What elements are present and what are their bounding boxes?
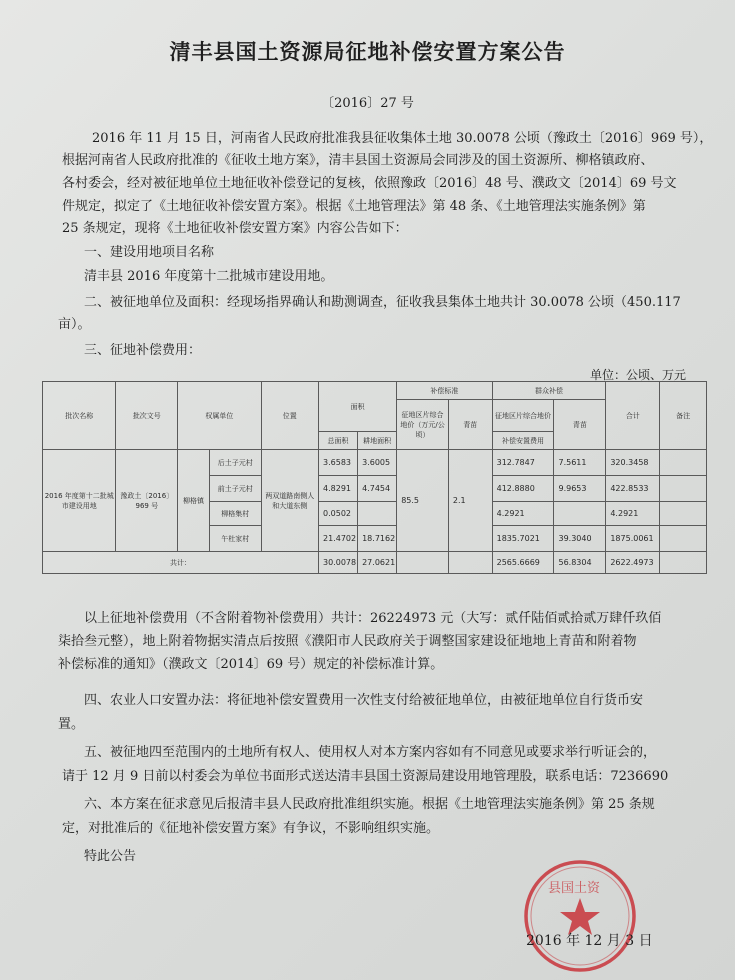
- header-masses-zone: 征地区片综合地价: [492, 400, 554, 432]
- header-zone-price: 征地区片综合地价（万元/公顷）: [397, 400, 449, 450]
- header-standard: 补偿标准: [397, 382, 492, 400]
- cell-sum: 422.8533: [606, 476, 660, 502]
- cell-note: [660, 502, 707, 526]
- cell-note: [660, 476, 707, 502]
- cell-crop: 39.3040: [554, 526, 606, 552]
- cell-owner: 柳格集村: [209, 502, 261, 526]
- intro-line-5: 25 条规定，现将《土地征收补偿安置方案》内容公告如下：: [62, 221, 408, 236]
- header-doc: 批次文号: [116, 382, 178, 450]
- cell-area-total: 4.8291: [319, 476, 358, 502]
- cell-sum-area-arable: 27.0621: [358, 552, 397, 574]
- header-location: 位置: [261, 382, 319, 450]
- cell-empty: [397, 552, 449, 574]
- section-5-line-1: 五、被征地四至范围内的土地所有权人、使用权人对本方案内容如有不同意见或要求举行听证会的，: [84, 745, 657, 760]
- cell-sum: 4.2921: [606, 502, 660, 526]
- fee-line-3: 补偿标准的通知》（濮政文〔2014〕69 号）规定的补偿标准计算。: [58, 657, 444, 672]
- cell-sum: 1875.0061: [606, 526, 660, 552]
- section-1-title: 一、建设用地项目名称: [84, 245, 215, 260]
- unit-label: 单位：公顷、万元: [590, 368, 687, 382]
- section-6-line-1: 六、本方案在征求意见后报清丰县人民政府批准组织实施。根据《土地管理法实施条例》第 25 条规: [84, 797, 655, 812]
- cell-note: [660, 526, 707, 552]
- official-seal-icon: [520, 856, 640, 976]
- cell-crop: 7.5611: [554, 450, 606, 476]
- cell-resettle: 412.8880: [492, 476, 554, 502]
- section-6-line-2: 定，对批准后的《征地补偿安置方案》有争议，不影响组织实施。: [62, 821, 440, 836]
- section-3-title: 三、征地补偿费用：: [84, 343, 202, 358]
- intro-line-1: 2016 年 11 月 15 日，河南省人民政府批准我县征收集体土地 30.0078 公顷（豫政土〔2016〕969 号），: [92, 131, 713, 146]
- section-2-line-2: 亩）。: [58, 317, 91, 332]
- header-masses: 群众补偿: [492, 382, 606, 400]
- section-4-line-2: 置。: [58, 717, 85, 732]
- cell-doc: 豫政土〔2016〕969 号: [116, 450, 178, 552]
- header-batch: 批次名称: [43, 382, 116, 450]
- header-crop-std: 青苗: [448, 400, 492, 450]
- cell-empty: [448, 552, 492, 574]
- header-area-total: 总面积: [319, 432, 358, 450]
- cell-area-total: 3.6583: [319, 450, 358, 476]
- cell-area-total: 0.0502: [319, 502, 358, 526]
- cell-resettle: 312.7847: [492, 450, 554, 476]
- cell-note: [660, 450, 707, 476]
- header-note: 备注: [660, 382, 707, 450]
- compensation-table: [42, 381, 707, 574]
- fee-line-2: 柒拾叁元整），地上附着物据实清点后按照《濮阳市人民政府关于调整国家建设征地地上青苗和附着物: [58, 634, 637, 649]
- cell-area-arable: 18.7162: [358, 526, 397, 552]
- cell-sum-resettle: 2565.6669: [492, 552, 554, 574]
- cell-crop: 9.9653: [554, 476, 606, 502]
- header-area: 面积: [319, 382, 397, 432]
- document-title: 清丰县国土资源局征地补偿安置方案公告: [169, 40, 566, 64]
- cell-sum-label: 共计：: [43, 552, 319, 574]
- header-masses-crop: 青苗: [554, 400, 606, 450]
- cell-batch: 2016 年度第十二批城市建设用地: [43, 450, 116, 552]
- intro-line-4: 件规定，拟定了《土地征收补偿安置方案》。根据《土地管理法》第 48 条、《土地管理法实施条例》第: [62, 199, 646, 214]
- cell-area-arable: 4.7454: [358, 476, 397, 502]
- fee-line-1: 以上征地补偿费用（不含附着物补偿费用）共计：26224973 元（大写：贰仟陆佰贰拾贰万肆仟玖佰: [84, 611, 662, 626]
- cell-resettle: 1835.7021: [492, 526, 554, 552]
- section-4-line-1: 四、农业人口安置办法：将征地补偿安置费用一次性支付给被征地单位，由被征地单位自行货币安: [84, 693, 644, 708]
- header-masses-resettle: 补偿安置费用: [492, 432, 554, 450]
- document-number: 〔2016〕27 号: [321, 96, 414, 111]
- table-total-row: [43, 552, 707, 574]
- cell-crop-price: 2.1: [448, 450, 492, 552]
- cell-owner: 前土子元村: [209, 476, 261, 502]
- header-owner: 权属单位: [178, 382, 261, 450]
- section-1-body: 清丰县 2016 年度第十二批城市建设用地。: [84, 269, 334, 284]
- cell-area-arable: [358, 502, 397, 526]
- intro-line-2: 根据河南省人民政府批准的《征收土地方案》，清丰县国土资源局会同涉及的国土资源所、柳格镇政府、: [62, 153, 654, 168]
- cell-crop: [554, 502, 606, 526]
- cell-owner: 午杜家村: [209, 526, 261, 552]
- table-row: [43, 450, 707, 476]
- cell-area-arable: 3.6005: [358, 450, 397, 476]
- header-area-arable: 耕地面积: [358, 432, 397, 450]
- cell-town: 柳格镇: [178, 450, 210, 552]
- cell-sum-crop: 56.8304: [554, 552, 606, 574]
- document-date: 2016 年 12 月 3 日: [526, 933, 653, 949]
- cell-sum-total: 2622.4973: [606, 552, 660, 574]
- svg-text:县国土资: 县国土资: [548, 881, 601, 896]
- section-2-line-1: 二、被征地单位及面积：经现场指界确认和勘测调查，征收我县集体土地共计 30.0078 公顷（450.117: [84, 295, 681, 310]
- cell-zone-price: 85.5: [397, 450, 449, 552]
- cell-location: 两双道路南侧人和大道东侧: [261, 450, 319, 552]
- cell-sum-area-total: 30.0078: [319, 552, 358, 574]
- intro-line-3: 各村委会，经对被征地单位土地征收补偿登记的复核，依照豫政〔2016〕48 号、濮政文〔2014〕69 号文: [62, 176, 677, 191]
- cell-note: [660, 552, 707, 574]
- closing-text: 特此公告: [84, 849, 137, 864]
- section-5-line-2: 请于 12 月 9 日前以村委会为单位书面形式送达清丰县国土资源局建设用地管理股，联系电话：7236690: [62, 769, 669, 784]
- header-total: 合计: [606, 382, 660, 450]
- cell-owner: 后土子元村: [209, 450, 261, 476]
- cell-sum: 320.3458: [606, 450, 660, 476]
- cell-resettle: 4.2921: [492, 502, 554, 526]
- cell-area-total: 21.4702: [319, 526, 358, 552]
